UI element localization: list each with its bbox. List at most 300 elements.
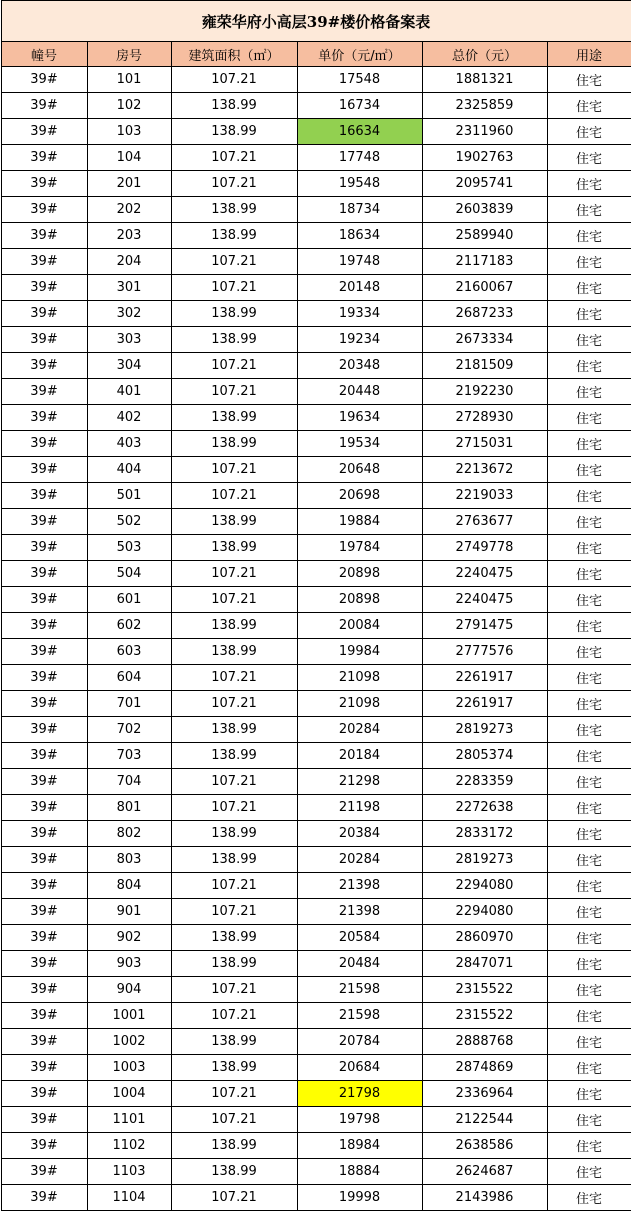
cell-unit-price: 20348: [297, 353, 422, 379]
cell-room: 102: [87, 93, 171, 119]
cell-total: 2874869: [422, 1055, 547, 1081]
cell-use: 住宅: [547, 587, 631, 613]
cell-room: 1004: [87, 1081, 171, 1107]
cell-use: 住宅: [547, 535, 631, 561]
cell-building: 39#: [1, 743, 87, 769]
table-row: [1, 613, 631, 639]
cell-unit-price: 20684: [297, 1055, 422, 1081]
cell-total: 2219033: [422, 483, 547, 509]
cell-unit-price: 20784: [297, 1029, 422, 1055]
cell-unit-price: 17748: [297, 145, 422, 171]
cell-use: 住宅: [547, 847, 631, 873]
cell-room: 402: [87, 405, 171, 431]
table-row: [1, 587, 631, 613]
cell-use: 住宅: [547, 925, 631, 951]
cell-room: 404: [87, 457, 171, 483]
cell-unit-price: 20484: [297, 951, 422, 977]
cell-area: 107.21: [171, 899, 297, 925]
cell-room: 701: [87, 691, 171, 717]
table-row: [1, 1055, 631, 1081]
table-row: [1, 873, 631, 899]
table-row: [1, 509, 631, 535]
cell-total: 2860970: [422, 925, 547, 951]
cell-unit-price: 20698: [297, 483, 422, 509]
cell-area: 138.99: [171, 717, 297, 743]
cell-total: 2589940: [422, 223, 547, 249]
cell-area: 138.99: [171, 405, 297, 431]
cell-building: 39#: [1, 847, 87, 873]
cell-unit-price: 20448: [297, 379, 422, 405]
cell-room: 601: [87, 587, 171, 613]
cell-total: 2272638: [422, 795, 547, 821]
cell-total: 2294080: [422, 873, 547, 899]
cell-total: 2181509: [422, 353, 547, 379]
cell-area: 107.21: [171, 1003, 297, 1029]
table-row: [1, 483, 631, 509]
table-row: [1, 795, 631, 821]
cell-use: 住宅: [547, 1081, 631, 1107]
cell-area: 138.99: [171, 639, 297, 665]
cell-use: 住宅: [547, 275, 631, 301]
cell-building: 39#: [1, 509, 87, 535]
table-row: [1, 145, 631, 171]
cell-room: 104: [87, 145, 171, 171]
cell-total: 2160067: [422, 275, 547, 301]
cell-room: 202: [87, 197, 171, 223]
table-row: [1, 847, 631, 873]
cell-building: 39#: [1, 925, 87, 951]
cell-building: 39#: [1, 1055, 87, 1081]
cell-unit-price: 20284: [297, 717, 422, 743]
cell-room: 103: [87, 119, 171, 145]
table-row: [1, 639, 631, 665]
cell-use: 住宅: [547, 639, 631, 665]
cell-building: 39#: [1, 1081, 87, 1107]
cell-building: 39#: [1, 171, 87, 197]
cell-room: 301: [87, 275, 171, 301]
cell-total: 2192230: [422, 379, 547, 405]
cell-unit-price: 16634: [297, 119, 422, 145]
cell-area: 138.99: [171, 431, 297, 457]
cell-room: 703: [87, 743, 171, 769]
cell-use: 住宅: [547, 1107, 631, 1133]
col-header-unit-price: 单价（元/㎡）: [297, 42, 422, 67]
cell-building: 39#: [1, 379, 87, 405]
cell-room: 803: [87, 847, 171, 873]
cell-area: 107.21: [171, 561, 297, 587]
cell-use: 住宅: [547, 951, 631, 977]
cell-unit-price: 19784: [297, 535, 422, 561]
cell-area: 138.99: [171, 1133, 297, 1159]
cell-use: 住宅: [547, 899, 631, 925]
cell-total: 2315522: [422, 1003, 547, 1029]
cell-unit-price: 18734: [297, 197, 422, 223]
cell-building: 39#: [1, 613, 87, 639]
cell-building: 39#: [1, 951, 87, 977]
cell-building: 39#: [1, 145, 87, 171]
cell-building: 39#: [1, 301, 87, 327]
cell-area: 107.21: [171, 379, 297, 405]
cell-building: 39#: [1, 223, 87, 249]
cell-use: 住宅: [547, 795, 631, 821]
cell-building: 39#: [1, 431, 87, 457]
cell-unit-price: 20084: [297, 613, 422, 639]
table-row: [1, 1159, 631, 1185]
cell-total: 2261917: [422, 665, 547, 691]
cell-total: 2122544: [422, 1107, 547, 1133]
cell-unit-price: 21098: [297, 691, 422, 717]
cell-building: 39#: [1, 535, 87, 561]
cell-area: 107.21: [171, 145, 297, 171]
cell-area: 107.21: [171, 665, 297, 691]
cell-building: 39#: [1, 665, 87, 691]
cell-area: 138.99: [171, 535, 297, 561]
cell-building: 39#: [1, 275, 87, 301]
cell-total: 2624687: [422, 1159, 547, 1185]
cell-room: 802: [87, 821, 171, 847]
table-body: [1, 67, 631, 1211]
cell-use: 住宅: [547, 171, 631, 197]
cell-building: 39#: [1, 405, 87, 431]
cell-room: 101: [87, 67, 171, 93]
cell-total: 2819273: [422, 717, 547, 743]
cell-use: 住宅: [547, 353, 631, 379]
cell-total: 2715031: [422, 431, 547, 457]
cell-room: 901: [87, 899, 171, 925]
cell-use: 住宅: [547, 483, 631, 509]
cell-unit-price: 19984: [297, 639, 422, 665]
table-row: [1, 67, 631, 93]
cell-use: 住宅: [547, 379, 631, 405]
cell-building: 39#: [1, 769, 87, 795]
cell-unit-price: 19334: [297, 301, 422, 327]
cell-use: 住宅: [547, 145, 631, 171]
table-row: [1, 93, 631, 119]
table-row: [1, 977, 631, 1003]
header-row: [1, 42, 631, 67]
cell-use: 住宅: [547, 1003, 631, 1029]
cell-use: 住宅: [547, 665, 631, 691]
cell-building: 39#: [1, 691, 87, 717]
cell-building: 39#: [1, 353, 87, 379]
table-row: [1, 275, 631, 301]
cell-building: 39#: [1, 249, 87, 275]
cell-total: 2095741: [422, 171, 547, 197]
cell-building: 39#: [1, 561, 87, 587]
cell-use: 住宅: [547, 431, 631, 457]
cell-unit-price: 21598: [297, 977, 422, 1003]
cell-area: 107.21: [171, 1107, 297, 1133]
cell-unit-price: 21398: [297, 873, 422, 899]
cell-room: 804: [87, 873, 171, 899]
cell-use: 住宅: [547, 405, 631, 431]
table-row: [1, 1107, 631, 1133]
cell-area: 138.99: [171, 821, 297, 847]
cell-total: 2791475: [422, 613, 547, 639]
cell-unit-price: 19798: [297, 1107, 422, 1133]
cell-use: 住宅: [547, 1133, 631, 1159]
cell-room: 401: [87, 379, 171, 405]
cell-area: 107.21: [171, 249, 297, 275]
table-row: [1, 457, 631, 483]
cell-area: 107.21: [171, 171, 297, 197]
cell-total: 2117183: [422, 249, 547, 275]
cell-building: 39#: [1, 1133, 87, 1159]
cell-building: 39#: [1, 1107, 87, 1133]
cell-building: 39#: [1, 327, 87, 353]
cell-room: 501: [87, 483, 171, 509]
cell-unit-price: 21298: [297, 769, 422, 795]
cell-room: 702: [87, 717, 171, 743]
cell-unit-price: 21198: [297, 795, 422, 821]
cell-unit-price: 20184: [297, 743, 422, 769]
cell-room: 1003: [87, 1055, 171, 1081]
cell-total: 2763677: [422, 509, 547, 535]
cell-room: 602: [87, 613, 171, 639]
cell-room: 704: [87, 769, 171, 795]
cell-building: 39#: [1, 457, 87, 483]
cell-total: 1902763: [422, 145, 547, 171]
cell-building: 39#: [1, 899, 87, 925]
cell-use: 住宅: [547, 327, 631, 353]
cell-use: 住宅: [547, 873, 631, 899]
cell-total: 2847071: [422, 951, 547, 977]
cell-room: 504: [87, 561, 171, 587]
table-row: [1, 119, 631, 145]
cell-total: 2819273: [422, 847, 547, 873]
cell-room: 1101: [87, 1107, 171, 1133]
cell-room: 801: [87, 795, 171, 821]
cell-total: 2638586: [422, 1133, 547, 1159]
table-row: [1, 1003, 631, 1029]
cell-use: 住宅: [547, 223, 631, 249]
table-row: [1, 691, 631, 717]
cell-use: 住宅: [547, 1185, 631, 1211]
table-row: [1, 717, 631, 743]
table-row: [1, 405, 631, 431]
cell-unit-price: 21798: [297, 1081, 422, 1107]
cell-unit-price: 17548: [297, 67, 422, 93]
cell-room: 302: [87, 301, 171, 327]
table-row: [1, 743, 631, 769]
cell-room: 502: [87, 509, 171, 535]
cell-area: 107.21: [171, 769, 297, 795]
cell-use: 住宅: [547, 1029, 631, 1055]
cell-use: 住宅: [547, 613, 631, 639]
cell-unit-price: 20584: [297, 925, 422, 951]
cell-building: 39#: [1, 1159, 87, 1185]
cell-area: 107.21: [171, 67, 297, 93]
table-row: [1, 925, 631, 951]
cell-building: 39#: [1, 717, 87, 743]
cell-total: 2315522: [422, 977, 547, 1003]
cell-building: 39#: [1, 1003, 87, 1029]
table-row: [1, 353, 631, 379]
cell-room: 1002: [87, 1029, 171, 1055]
cell-room: 203: [87, 223, 171, 249]
table-title: 雍荣华府小高层39#楼价格备案表: [1, 1, 631, 42]
cell-room: 503: [87, 535, 171, 561]
table-row: [1, 821, 631, 847]
cell-unit-price: 20898: [297, 561, 422, 587]
cell-use: 住宅: [547, 1159, 631, 1185]
cell-area: 107.21: [171, 275, 297, 301]
cell-total: 2143986: [422, 1185, 547, 1211]
cell-unit-price: 19998: [297, 1185, 422, 1211]
cell-area: 138.99: [171, 1029, 297, 1055]
table-row: [1, 1081, 631, 1107]
cell-area: 138.99: [171, 847, 297, 873]
cell-total: 2888768: [422, 1029, 547, 1055]
cell-total: 2603839: [422, 197, 547, 223]
cell-unit-price: 19748: [297, 249, 422, 275]
col-header-room: 房号: [87, 42, 171, 67]
price-filing-table: [1, 0, 631, 1211]
cell-room: 604: [87, 665, 171, 691]
cell-area: 138.99: [171, 197, 297, 223]
cell-building: 39#: [1, 483, 87, 509]
cell-area: 138.99: [171, 743, 297, 769]
cell-use: 住宅: [547, 119, 631, 145]
cell-room: 1001: [87, 1003, 171, 1029]
cell-use: 住宅: [547, 1055, 631, 1081]
table-row: [1, 1029, 631, 1055]
cell-building: 39#: [1, 821, 87, 847]
cell-total: 2336964: [422, 1081, 547, 1107]
table-row: [1, 951, 631, 977]
cell-total: 2240475: [422, 587, 547, 613]
table-row: [1, 1133, 631, 1159]
table-row: [1, 1185, 631, 1211]
cell-building: 39#: [1, 67, 87, 93]
cell-area: 107.21: [171, 587, 297, 613]
cell-use: 住宅: [547, 977, 631, 1003]
cell-area: 107.21: [171, 691, 297, 717]
cell-total: 2283359: [422, 769, 547, 795]
cell-area: 138.99: [171, 301, 297, 327]
cell-room: 1104: [87, 1185, 171, 1211]
cell-building: 39#: [1, 977, 87, 1003]
cell-unit-price: 19634: [297, 405, 422, 431]
cell-total: 2325859: [422, 93, 547, 119]
cell-room: 1102: [87, 1133, 171, 1159]
cell-total: 2777576: [422, 639, 547, 665]
cell-unit-price: 19884: [297, 509, 422, 535]
cell-area: 138.99: [171, 925, 297, 951]
cell-area: 138.99: [171, 119, 297, 145]
cell-total: 2311960: [422, 119, 547, 145]
cell-room: 201: [87, 171, 171, 197]
cell-building: 39#: [1, 587, 87, 613]
table-row: [1, 171, 631, 197]
cell-room: 902: [87, 925, 171, 951]
cell-unit-price: 18984: [297, 1133, 422, 1159]
cell-total: 2294080: [422, 899, 547, 925]
cell-total: 2749778: [422, 535, 547, 561]
table-row: [1, 327, 631, 353]
cell-area: 107.21: [171, 795, 297, 821]
cell-use: 住宅: [547, 561, 631, 587]
cell-use: 住宅: [547, 249, 631, 275]
table-row: [1, 561, 631, 587]
cell-total: 2240475: [422, 561, 547, 587]
cell-area: 138.99: [171, 1055, 297, 1081]
cell-use: 住宅: [547, 509, 631, 535]
cell-area: 107.21: [171, 1185, 297, 1211]
col-header-total: 总价（元）: [422, 42, 547, 67]
cell-unit-price: 20648: [297, 457, 422, 483]
cell-total: 2687233: [422, 301, 547, 327]
cell-area: 107.21: [171, 873, 297, 899]
cell-building: 39#: [1, 93, 87, 119]
cell-use: 住宅: [547, 457, 631, 483]
table-row: [1, 197, 631, 223]
table-row: [1, 769, 631, 795]
cell-use: 住宅: [547, 717, 631, 743]
cell-total: 1881321: [422, 67, 547, 93]
cell-area: 138.99: [171, 951, 297, 977]
cell-use: 住宅: [547, 769, 631, 795]
cell-building: 39#: [1, 119, 87, 145]
col-header-area: 建筑面积（㎡）: [171, 42, 297, 67]
cell-area: 107.21: [171, 977, 297, 1003]
cell-room: 303: [87, 327, 171, 353]
cell-use: 住宅: [547, 691, 631, 717]
cell-building: 39#: [1, 795, 87, 821]
cell-area: 138.99: [171, 613, 297, 639]
cell-total: 2673334: [422, 327, 547, 353]
cell-room: 403: [87, 431, 171, 457]
table-row: [1, 431, 631, 457]
cell-use: 住宅: [547, 197, 631, 223]
cell-room: 1103: [87, 1159, 171, 1185]
cell-unit-price: 21098: [297, 665, 422, 691]
cell-area: 138.99: [171, 327, 297, 353]
col-header-building: 幢号: [1, 42, 87, 67]
cell-use: 住宅: [547, 301, 631, 327]
cell-room: 904: [87, 977, 171, 1003]
table-row: [1, 249, 631, 275]
cell-area: 138.99: [171, 509, 297, 535]
cell-unit-price: 19534: [297, 431, 422, 457]
cell-use: 住宅: [547, 93, 631, 119]
cell-area: 107.21: [171, 353, 297, 379]
cell-unit-price: 20384: [297, 821, 422, 847]
cell-building: 39#: [1, 197, 87, 223]
cell-unit-price: 18884: [297, 1159, 422, 1185]
cell-building: 39#: [1, 1029, 87, 1055]
table-row: [1, 379, 631, 405]
cell-use: 住宅: [547, 67, 631, 93]
cell-room: 204: [87, 249, 171, 275]
cell-area: 107.21: [171, 457, 297, 483]
cell-unit-price: 21398: [297, 899, 422, 925]
cell-area: 138.99: [171, 223, 297, 249]
cell-area: 107.21: [171, 483, 297, 509]
cell-unit-price: 19548: [297, 171, 422, 197]
table-row: [1, 899, 631, 925]
cell-unit-price: 20148: [297, 275, 422, 301]
cell-unit-price: 16734: [297, 93, 422, 119]
table-row: [1, 223, 631, 249]
cell-area: 138.99: [171, 93, 297, 119]
cell-unit-price: 20898: [297, 587, 422, 613]
cell-area: 138.99: [171, 1159, 297, 1185]
cell-total: 2805374: [422, 743, 547, 769]
cell-use: 住宅: [547, 821, 631, 847]
cell-total: 2261917: [422, 691, 547, 717]
cell-room: 304: [87, 353, 171, 379]
